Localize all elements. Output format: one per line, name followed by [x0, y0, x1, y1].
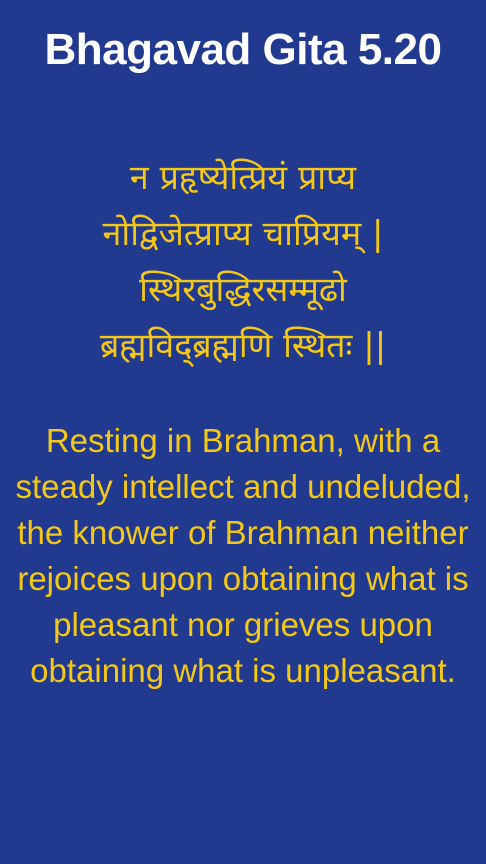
verse-line-3: स्थिरबुद्धिरसम्मूढो: [139, 270, 347, 310]
verse-line-2: नोद्विजेत्प्राप्य चाप्रियम् |: [102, 214, 384, 254]
verse-line-1: न प्रहृष्येत्प्रियं प्राप्य: [129, 158, 357, 198]
english-translation: Resting in Brahman, with a steady intellect and undeluded, the knower of Brahman neither rejoices upon obtaining what is pleasant nor grieves upon obtaining what is unpleasant.: [15, 422, 471, 689]
sanskrit-verse: [0, 150, 486, 374]
verse-line-4: ब्रह्मविद्ब्रह्मणि स्थितः ||: [99, 326, 387, 366]
page-title: Bhagavad Gita 5.20: [44, 25, 442, 74]
